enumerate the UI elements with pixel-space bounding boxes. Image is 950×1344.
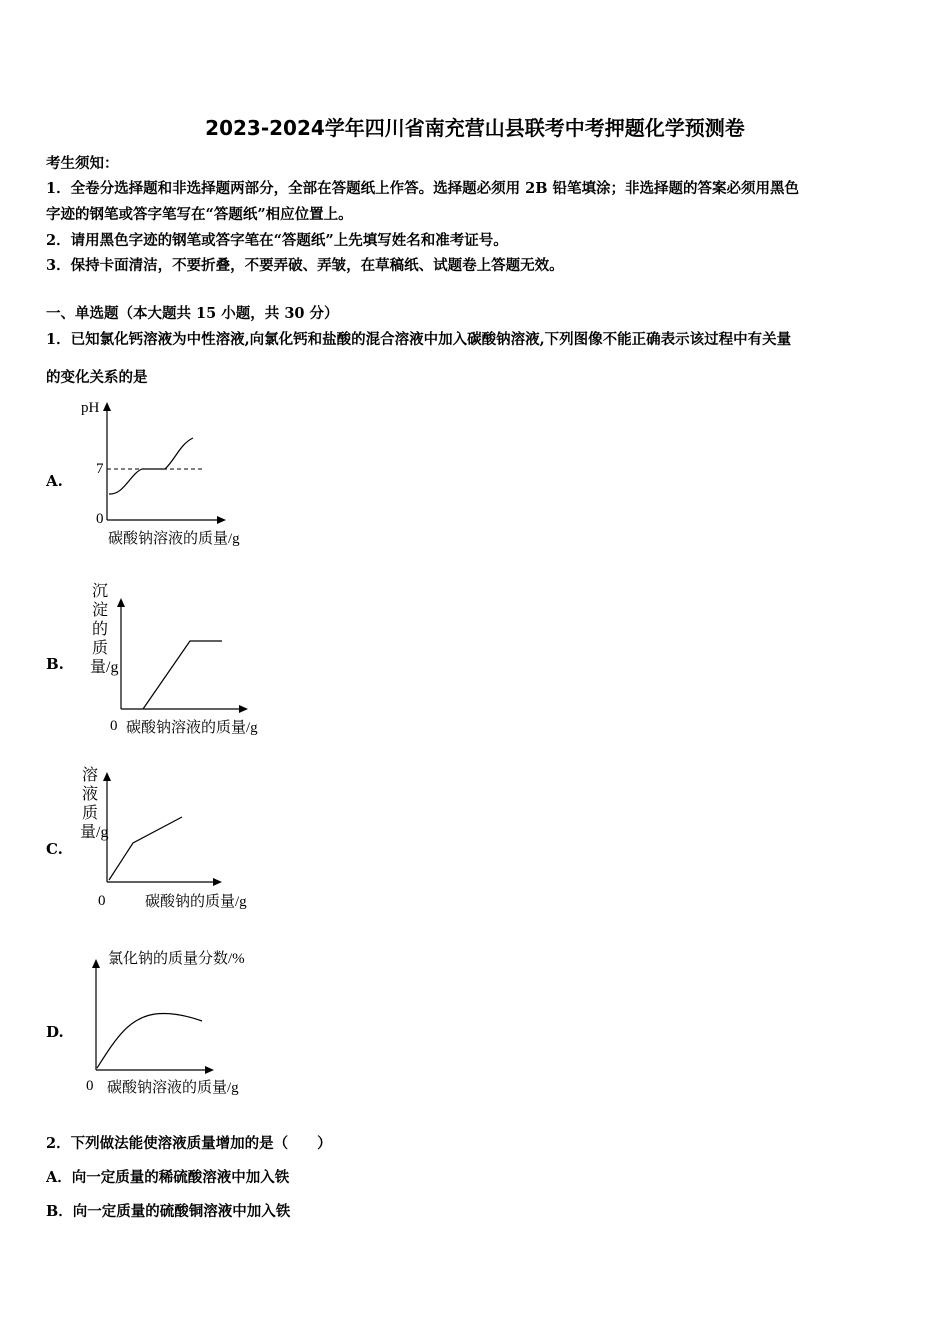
q1-stem-line-2: 的变化关系的是 [46,369,148,386]
page-title: 2023-2024学年四川省南充营山县联考中考押题化学预测卷 [205,116,745,140]
q2-option-b: B．向一定质量的硫酸铜溶液中加入铁 [46,1203,291,1220]
graph-d-curve [97,1013,202,1068]
graph-d-y-arrow [92,959,100,968]
notice-line-3: 3．保持卡面清洁，不要折叠，不要弄破、弄皱，在草稿纸、试题卷上答题无效。 [46,257,564,274]
option-d-label: D. [46,1023,64,1041]
graph-d-origin: 0 [86,1078,94,1094]
graph-d-x-arrow [205,1066,214,1074]
q1-stem-line-1: 1．已知氯化钙溶液为中性溶液,向氯化钙和盐酸的混合溶液中加入碳酸钠溶液,下列图像不能正确表示该过程中有关量 [46,331,792,348]
notice-line-1b: 字迹的钢笔或答字笔写在“答题纸”相应位置上。 [46,206,353,223]
graph-b-origin: 0 [110,718,118,734]
graph-b-xlabel: 碳酸钠溶液的质量/g [126,720,258,736]
option-a-label: A. [46,472,63,490]
q2-option-a: A．向一定质量的稀硫酸溶液中加入铁 [46,1169,290,1186]
notice-line-2: 2．请用黑色字迹的钢笔或答字笔在“答题纸”上先填写姓名和准考证号。 [46,232,508,249]
graph-a-tick-7: 7 [96,461,104,477]
graph-a-xlabel: 碳酸钠溶液的质量/g [108,531,240,547]
graph-c-xlabel: 碳酸钠的质量/g [145,894,247,910]
q2-stem: 2．下列做法能使溶液质量增加的是（ ） [46,1135,332,1152]
graph-d-xlabel: 碳酸钠溶液的质量/g [107,1080,239,1096]
section-heading: 一、单选题（本大题共 15 小题，共 30 分） [46,305,339,322]
option-c-label: C. [46,840,63,858]
graph-d-ylabel: 氯化钠的质量分数/% [108,951,245,967]
graph-c-origin: 0 [98,893,106,909]
graph-a-ylabel: pH [81,400,100,416]
graph-c-ylabel: 溶液质量/g [80,767,109,841]
notice-line-1a: 1．全卷分选择题和非选择题两部分，全部在答题纸上作答。选择题必须用 2B 铅笔填涂；非选择题的答案必须用黑色 [46,180,800,197]
graph-a-origin: 0 [96,511,104,527]
option-b-label: B. [46,655,64,673]
graph-b-ylabel: 沉淀的质量/g [90,583,119,676]
notice-heading: 考生须知： [46,155,119,172]
